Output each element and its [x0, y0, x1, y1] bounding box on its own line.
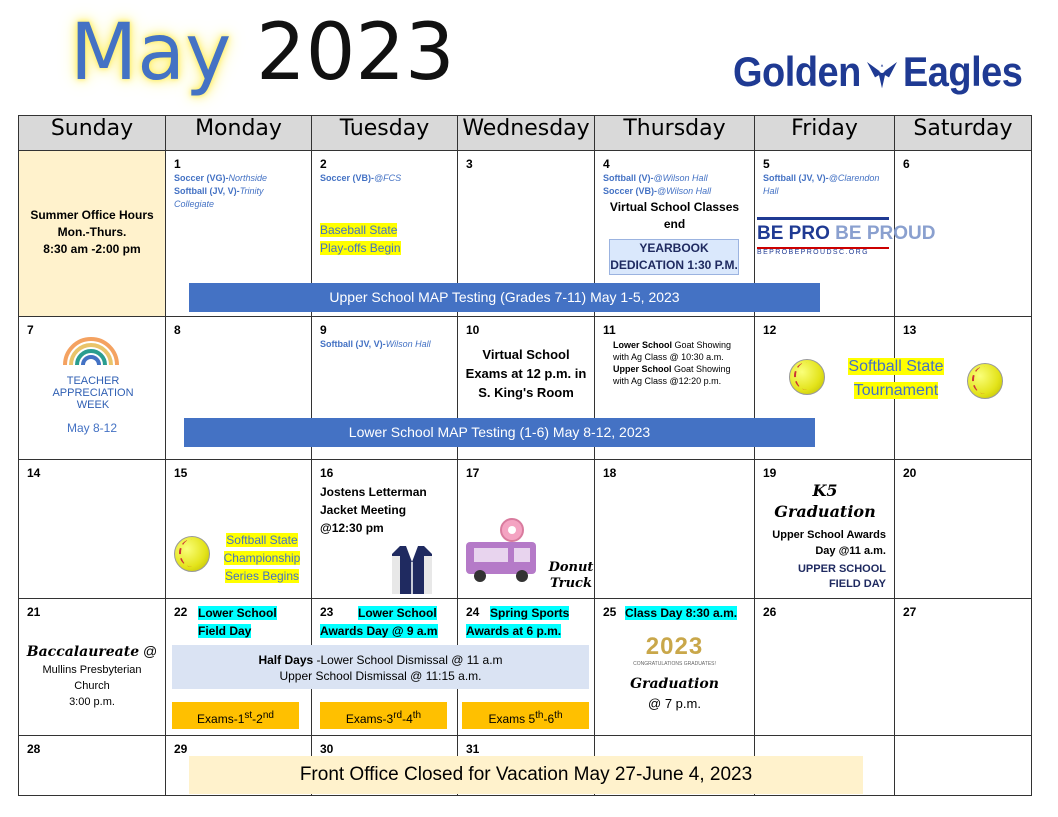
weekday-header-row [19, 116, 1032, 151]
day-number: 30 [320, 742, 334, 756]
page-title [70, 8, 455, 98]
event-list [320, 172, 401, 185]
event-list [320, 338, 431, 351]
bacc-time: 3:00 p.m. [69, 696, 115, 708]
grad-congrats: CONGRATULATIONS GRADUATES! [633, 661, 716, 667]
event-list [763, 172, 891, 198]
event-opponent: Wilson Hall [385, 339, 431, 349]
event-sport: Soccer (VG)- [174, 173, 229, 183]
exam-sup: th [535, 710, 544, 721]
bacc-at: @ [139, 643, 158, 659]
day-number: 9 [320, 323, 327, 337]
virtual-exams: Virtual School Exams at 12 p.m. in S. King's Room [465, 347, 587, 400]
awards-day: Upper School Awards Day @11 a.m. [772, 529, 886, 557]
exam-label: -2 [252, 712, 263, 726]
month-title: May [70, 8, 232, 98]
weekday-wednesday: Wednesday [458, 116, 595, 151]
grad-year: 2023 [645, 633, 704, 660]
beproud-text: BE PROUD [835, 223, 936, 244]
day-number: 28 [27, 742, 41, 756]
day-number: 16 [320, 466, 334, 480]
event-sport: Softball (V)- [603, 173, 654, 183]
event-sport: Softball (JV, V)- [174, 186, 240, 196]
day-number: 11 [603, 323, 616, 337]
day-number: 31 [466, 742, 480, 756]
donut-truck-icon [462, 516, 542, 586]
softball-championship [216, 531, 308, 585]
day-cell-21 [19, 599, 166, 736]
half-days-banner [172, 645, 589, 689]
baseball-text: Baseball State Play-offs Begin [320, 223, 401, 255]
event-sport: Softball (JV, V)- [320, 339, 386, 349]
softball-icon [967, 363, 1003, 399]
goat-lower-text: Goat Showing with Ag Class @ 10:30 a.m. [613, 340, 732, 362]
lower-awards-day [320, 604, 446, 640]
day-number: 25 [603, 605, 617, 619]
exam-sup: th [412, 710, 422, 721]
day-number: 19 [763, 466, 777, 480]
day-number: 10 [466, 323, 480, 337]
class-day [625, 604, 737, 622]
day-number: 13 [903, 323, 917, 337]
exam-sup: th [554, 710, 563, 721]
bacc-location: Mullins Presbyterian Church [42, 664, 142, 692]
exam-sup: nd [262, 710, 274, 721]
baseball-playoffs [320, 221, 412, 257]
spring-sports-awards [466, 604, 586, 640]
event-opponent: Trinity Collegiate [174, 186, 264, 209]
goat-upper-label: Upper School [613, 364, 672, 374]
virtual-classes-end [595, 199, 754, 233]
day-number: 15 [174, 466, 188, 480]
letterman-jacket-icon [390, 542, 434, 596]
day-number: 7 [27, 323, 34, 337]
weekday-friday: Friday [755, 116, 895, 151]
eagle-icon [865, 55, 899, 92]
k5-graduation: K5 Graduation [774, 481, 876, 521]
day-number: 12 [763, 323, 777, 337]
day-number: 1 [174, 157, 181, 171]
class-day-text: Class Day 8:30 a.m. [625, 606, 738, 620]
event-list [174, 172, 304, 211]
jostens-meeting: Jostens Letterman Jacket Meeting @12:30 pm [320, 485, 427, 535]
exams-grades-1-2 [172, 702, 299, 729]
teacher-dates: May 8-12 [66, 421, 118, 435]
goat-lower-label: Lower School [613, 340, 673, 350]
year-title: 2023 [256, 8, 455, 98]
day-number: 21 [27, 605, 41, 619]
lower-field-day [198, 604, 298, 640]
lower-awards-text: Lower School Awards Day @ 9 a.m [320, 606, 438, 638]
brand-right: Eagles [902, 49, 1023, 97]
event-opponent: @Wilson Hall [653, 173, 708, 183]
softball-icon [174, 536, 210, 572]
lower-map-testing-banner: Lower School MAP Testing (1-6) May 8-12, 2023 [184, 418, 815, 447]
day-number: 22 [174, 605, 188, 619]
brand-logo [733, 50, 1022, 97]
day-cell-16 [312, 460, 458, 599]
teacher-appreciation: TEACHER APPRECIATION WEEK [52, 375, 134, 411]
event-sport: Soccer (VB)- [603, 186, 658, 196]
day-number: 27 [903, 605, 917, 619]
exams-grades-5-6 [462, 702, 589, 729]
day-cell-28 [19, 736, 166, 796]
front-office-closed-banner: Front Office Closed for Vacation May 27-June 4, 2023 [189, 756, 863, 794]
spring-awards-text: Spring Sports Awards at 6 p.m. [466, 606, 570, 638]
softball-champ-text: Softball State Championship Series Begins [223, 533, 301, 583]
half-days-lower: -Lower School Dismissal @ 11 a.m [313, 653, 503, 667]
day-cell-27 [895, 599, 1032, 736]
day-number: 6 [903, 157, 910, 171]
upper-map-testing-banner: Upper School MAP Testing (Grades 7-11) May 1-5, 2023 [189, 283, 820, 312]
exam-label: Exams-1 [197, 712, 245, 726]
day-cell-18 [595, 460, 755, 599]
day-cell-14 [19, 460, 166, 599]
event-sport: Soccer (VB)- [320, 173, 375, 183]
day-number: 2 [320, 157, 327, 171]
half-days-upper: Upper School Dismissal @ 11:15 a.m. [279, 669, 482, 683]
day-cell-7 [19, 317, 166, 460]
event-opponent: Northside [228, 173, 268, 183]
exam-sup: rd [393, 710, 403, 721]
exam-label: Exams 5 [488, 712, 536, 726]
summer-hours-line3: 8:30 am -2:00 pm [43, 242, 141, 256]
goat-upper-text: Goat Showing with Ag Class @12:20 p.m. [613, 364, 731, 386]
weekday-sunday: Sunday [19, 116, 166, 151]
week-row-3 [19, 460, 1032, 599]
brand-left: Golden [733, 49, 861, 97]
day-number: 17 [466, 466, 480, 480]
day-cell-6 [895, 151, 1032, 317]
day-number: 14 [27, 466, 41, 480]
half-days-label: Half Days [258, 653, 314, 667]
weekday-saturday: Saturday [895, 116, 1032, 151]
weekday-thursday: Thursday [595, 116, 755, 151]
event-opponent: @Wilson Hall [657, 186, 712, 196]
day-cell-26 [755, 599, 895, 736]
exams-grades-3-4 [320, 702, 447, 729]
baccalaureate [19, 641, 165, 710]
softball-tournament [838, 355, 954, 403]
yearbook-dedication: YEARBOOK DEDICATION 1:30 P.M. [609, 239, 739, 275]
day-cell-17 [458, 460, 595, 599]
summer-hours [19, 207, 165, 258]
day-number: 3 [466, 157, 473, 171]
day-cell-20 [895, 460, 1032, 599]
weekday-monday: Monday [166, 116, 312, 151]
upper-field-day: UPPER SCHOOL FIELD DAY [797, 563, 886, 590]
virtual-end-text: Virtual School Classes end [609, 200, 740, 231]
graduation-time: @ 7 p.m. [648, 696, 701, 711]
day-cell-empty [895, 736, 1032, 796]
day-number: 24 [466, 605, 480, 619]
graduation-2023 [595, 633, 754, 713]
event-opponent: @Clarendon Hall [763, 173, 880, 196]
bepro-url: BEPROBEPROUDSC.ORG [757, 247, 889, 256]
day-cell-25 [595, 599, 755, 736]
exam-label: Exams-3 [345, 712, 394, 726]
donut-truck: Donut Truck [548, 560, 594, 591]
bepro-text: BE PRO [757, 223, 830, 244]
graduation-title: Graduation [630, 676, 719, 692]
goat-showing [613, 339, 741, 387]
bacc-title: Baccalaureate [26, 644, 140, 660]
day-cell-19 [755, 460, 895, 599]
day-cell-15 [166, 460, 312, 599]
exam-label: -4 [402, 712, 413, 726]
summer-hours-line1: Summer Office Hours [30, 208, 154, 222]
day-number: 29 [174, 742, 188, 756]
day-number: 4 [603, 157, 610, 171]
day-number: 8 [174, 323, 181, 337]
exam-label: -6 [543, 712, 555, 726]
day-cell-empty [19, 151, 166, 317]
bepro-logo [757, 217, 936, 256]
day-number: 23 [320, 605, 334, 619]
weekday-tuesday: Tuesday [312, 116, 458, 151]
summer-hours-line2: Mon.-Thurs. [57, 225, 127, 239]
calendar-grid [18, 115, 1032, 796]
exam-sup: st [244, 710, 253, 721]
rainbow-pencil-icon [61, 331, 121, 367]
event-opponent: @FCS [374, 173, 402, 183]
day-number: 20 [903, 466, 917, 480]
day-number: 26 [763, 605, 777, 619]
event-list [603, 172, 711, 198]
softball-icon [789, 359, 825, 395]
event-sport: Softball (JV, V)- [763, 173, 829, 183]
lower-field-text: Lower School Field Day [198, 606, 277, 638]
day-number: 5 [763, 157, 770, 171]
day-number: 18 [603, 466, 617, 480]
softball-tourn-text: Softball State Tournament [848, 358, 944, 399]
